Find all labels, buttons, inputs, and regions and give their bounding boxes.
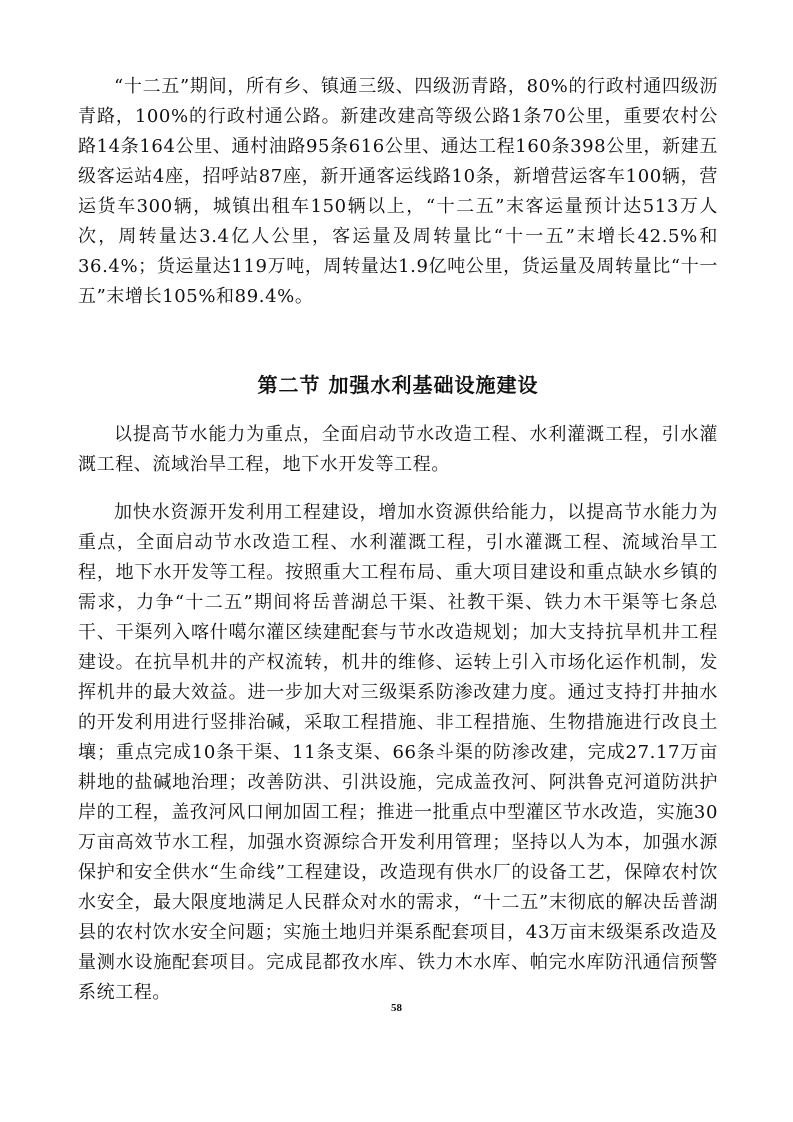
paragraph-transport: “十二五”期间，所有乡、镇通三级、四级沥青路，80%的行政村通四级沥青路，100%的行政村通公路。新建改建高等级公路1条70公里，重要农村公路14条164公里、通村油路95条616公里、通达工程160条398公里，新建五级客运站4座，招呼站87座，新开通客运线路10条，新增营运客车100辆，营运货车300辆，城镇出租车150辆以上，“十二五”末客运量预计达513万人次，周转量达3.4亿人公里，客运量及周转量比“十一五”末增长42.5%和36.4%；货运量达119万吨，周转量达1.9亿吨公里，货运量及周转量比“十一五”末增长105%和89.4%。	[78, 76, 718, 307]
page-number: 58	[391, 1002, 402, 1014]
paragraph-water-details: 加快水资源开发利用工程建设，增加水资源供给能力，以提高节水能力为重点，全面启动节水改造工程、水利灌溉工程，引水灌溉工程、流域治旱工程，地下水开发等工程。按照重大工程布局、重大项目建设和重点缺水乡镇的需求，力争“十二五”期间将岳普湖总干渠、社教干渠、铁力木干渠等七条总干、干渠列入喀什噶尔灌区续建配套与节水改造规划；加大支持抗旱机井工程建设。在抗旱机井的产权流转，机井的维修、运转上引入市场化运作机制，发挥机井的最大效益。进一步加大对三级渠系防渗改建力度。通过支持打井抽水的开发利用进行竖排治碱，采取工程措施、非工程措施、生物措施进行改良土壤；重点完成10条干渠、11条支渠、66条斗渠的防渗改建，完成27.17万亩耕地的盐碱地治理；改善防洪、引洪设施，完成盖孜河、阿洪鲁克河道防洪护岸的工程，盖孜河风口闸加固工程；推进一批重点中型灌区节水改造，实施30万亩高效节水工程，加强水资源综合开发利用管理；坚持以人为本，加强水源保护和安全供水“生命线”工程建设，改造现有供水厂的设备工艺，保障农村饮水安全，最大限度地满足人民群众对水的需求，“十二五”末彻底的解决岳普湖县的农村饮水安全问题；实施土地归并渠系配套项目，43万亩末级渠系改造及量测水设施配套项目。完成昆都孜水库、铁力木水库、帕完水库防汛通信预警系统工程。	[78, 502, 718, 1003]
document-page	[78, 70, 718, 1008]
section-title: 第二节 加强水利基础设施建设	[257, 373, 539, 397]
paragraph-water-intro: 以提高节水能力为重点，全面启动节水改造工程、水利灌溉工程，引水灌溉工程、流域治旱工程，地下水开发等工程。	[78, 424, 718, 475]
